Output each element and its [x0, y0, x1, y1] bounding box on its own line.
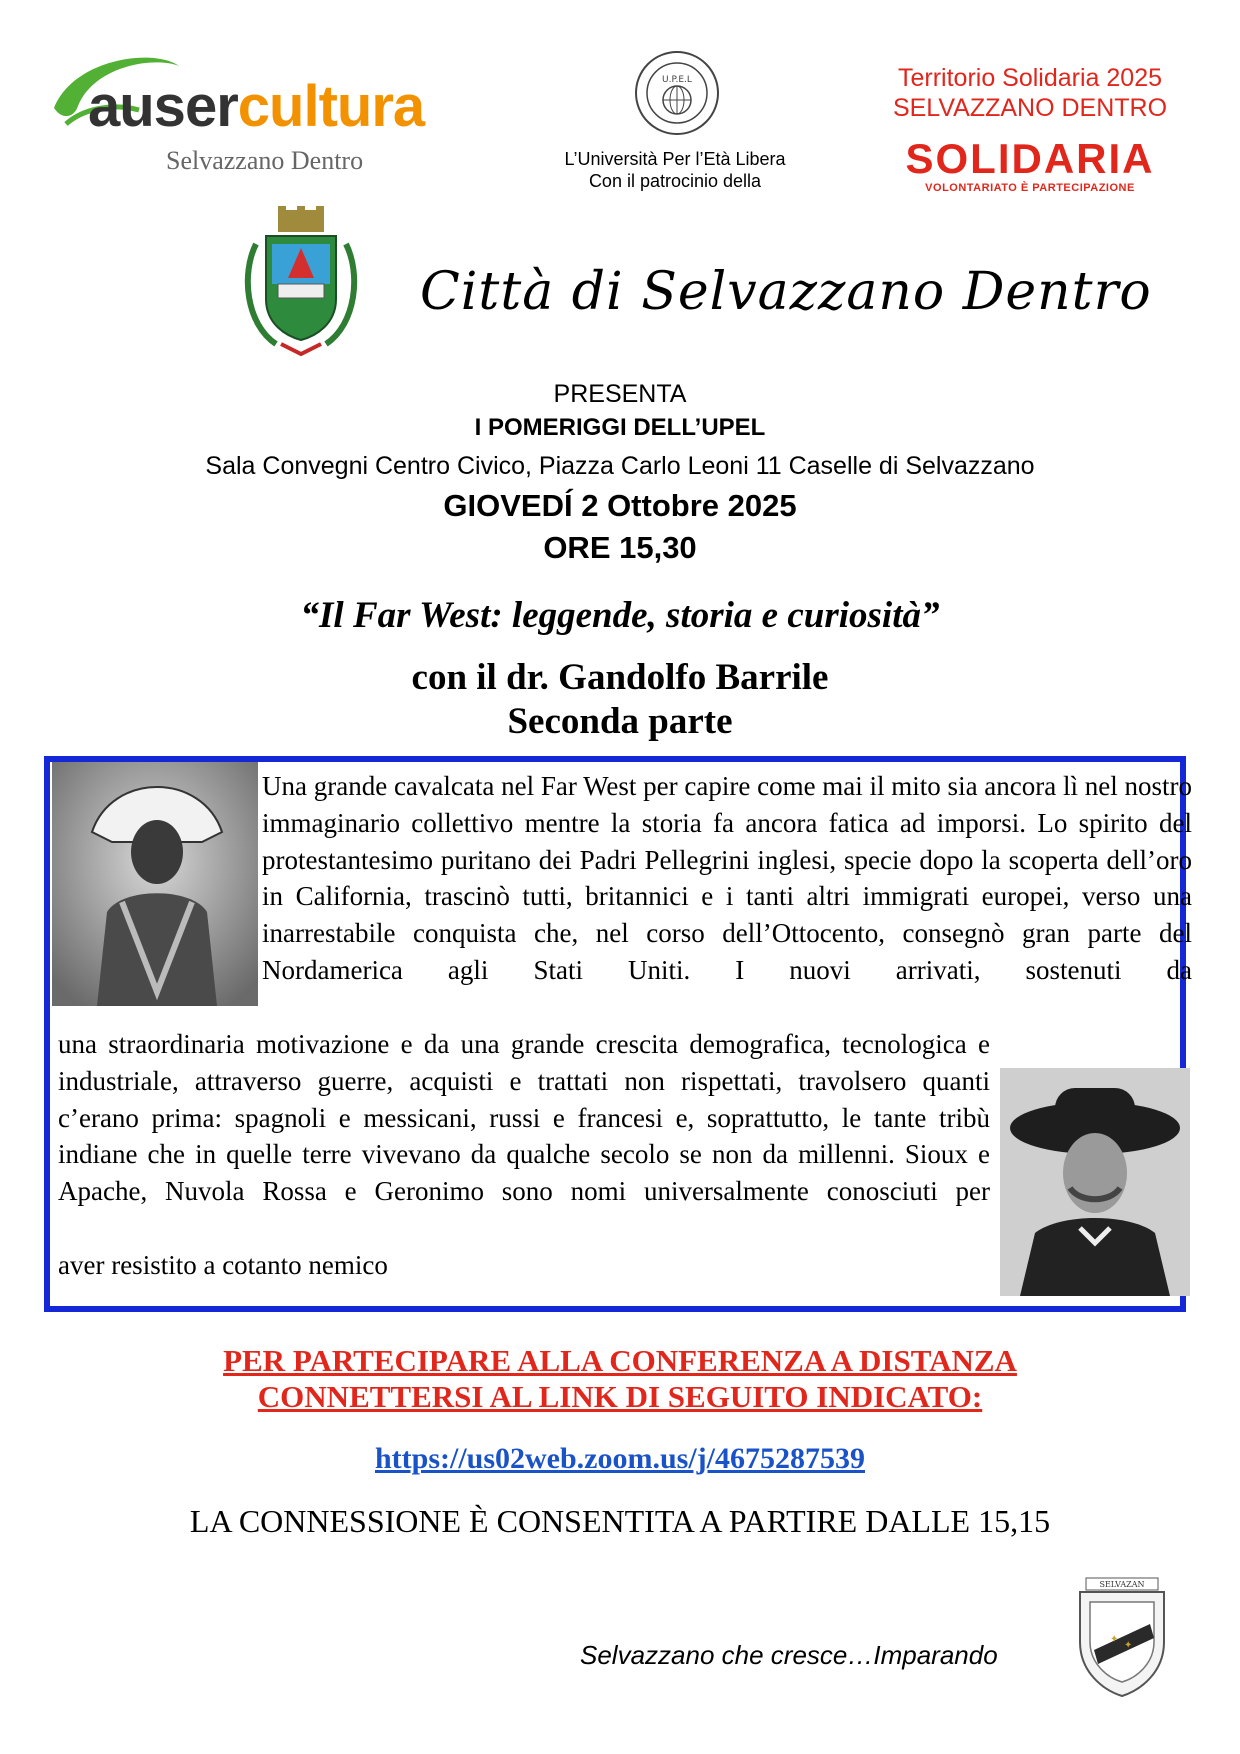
auser-cultura-logo [88, 74, 425, 139]
series-title: I POMERIGGI DELL’UPEL [474, 414, 766, 441]
description-paragraph-c: aver resistito a cotanto nemico [58, 1250, 388, 1280]
territorio-line2: SELVAZZANO DENTRO [892, 94, 1168, 122]
upel-line2: Con il patrocinio della [588, 171, 762, 191]
talk-title: “Il Far West: leggende, storia e curiosità” [300, 595, 940, 636]
description-paragraph-b: una straordinaria motivazione e da una grande crescita demografica, tecnologica e industriale, attraverso guerre, acquisti e trattati non rispettati, travolsero quanti c’erano prima: spagnoli e messicani, russi e francesi e, soprattutto, le tante tribù indiane che in quelle terre vivevano da qualche secolo se non da millenni. Sioux e Apache, Nuvola Rossa e Geronimo sono nomi universalmente conosciuti per [58, 1029, 990, 1207]
auser-word: auser [88, 74, 238, 139]
remote-line1: PER PARTECIPARE ALLA CONFERENZA A DISTANZA [223, 1343, 1017, 1378]
auser-subtitle: Selvazzano Dentro [166, 146, 364, 175]
solidaria-logo: SOLIDARIA [905, 135, 1155, 182]
event-time: ORE 15,30 [543, 530, 697, 565]
part-label: Seconda parte [507, 701, 733, 742]
upel-seal-text: U.P.E.L [662, 75, 692, 85]
connection-note: LA CONNESSIONE È CONSENTITA A PARTIRE DALLE 15,15 [189, 1503, 1051, 1539]
presenta-label: PRESENTA [553, 380, 687, 408]
solidaria-tagline: VOLONTARIATO È PARTECIPAZIONE [925, 182, 1135, 194]
selvazzano-crest-icon [1066, 1572, 1178, 1702]
city-title: Città di Selvazzano Dentro [420, 262, 1152, 322]
remote-line2: CONNETTERSI AL LINK DI SEGUITO INDICATO: [257, 1379, 983, 1414]
speaker: con il dr. Gandolfo Barrile [411, 657, 829, 698]
upel-text [530, 148, 820, 192]
upel-line1: L’Università Per l’Età Libera [564, 149, 786, 169]
upel-seal-icon [634, 50, 720, 136]
cultura-word: cultura [237, 74, 425, 139]
crest-text: SELVAZAN [1099, 1580, 1145, 1589]
zoom-link[interactable]: https://us02web.zoom.us/j/4675287539 [374, 1442, 866, 1475]
event-date: GIOVEDÍ 2 Ottobre 2025 [443, 488, 797, 523]
native-chief-photo [52, 762, 258, 1006]
footer-motto: Selvazzano che cresce…Imparando [580, 1640, 998, 1670]
svg-text:✦: ✦ [1110, 1634, 1119, 1645]
territorio-line1: Territorio Solidaria 2025 [897, 64, 1163, 92]
custer-photo [1000, 1068, 1190, 1296]
venue: Sala Convegni Centro Civico, Piazza Carlo Leoni 11 Caselle di Selvazzano [205, 452, 1035, 480]
city-coat-of-arms-icon [236, 204, 366, 364]
description-paragraph-a: Una grande cavalcata nel Far West per capire come mai il mito sia ancora lì nel nostro immaginario collettivo mentre la storia fa ancora fatica ad imporsi. Lo spirito del protestantesimo puritano dei Padri Pellegrini inglesi, specie dopo la scoperta dell’oro in California, trascinò tutti, britannici e i tanti altri immigrati europei, verso una inarrestabile conquista che, nel corso dell’Ottocento, consegnò gran parte del Nordamerica agli Stati Uniti. I nuovi arrivati, sostenuti da [262, 771, 1192, 985]
svg-text:✦: ✦ [1124, 1640, 1133, 1651]
